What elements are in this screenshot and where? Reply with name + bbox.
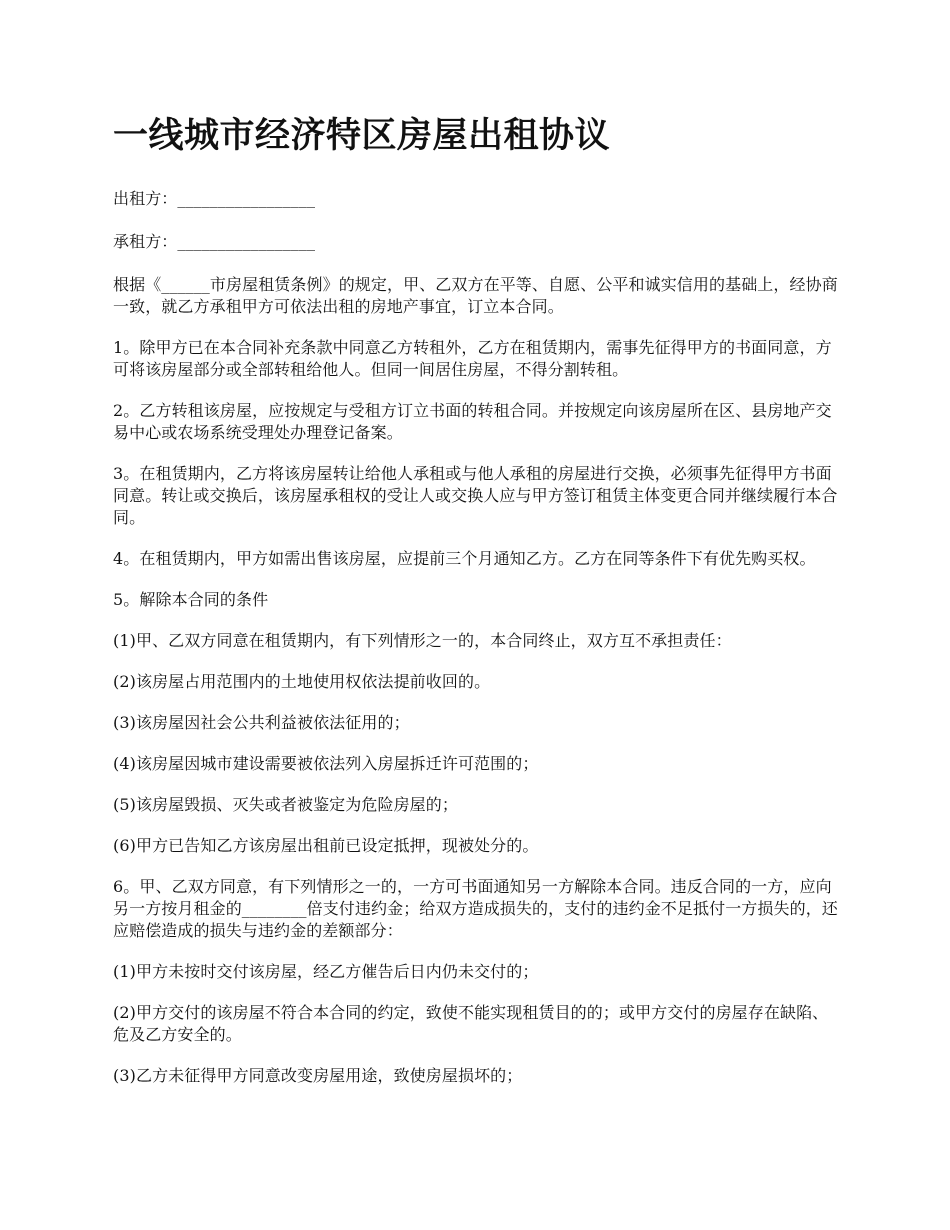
preamble-paragraph: 根据《______市房屋租赁条例》的规定，甲、乙双方在平等、自愿、公平和诚实信用的基础上，经协商一致，就乙方承租甲方可依法出租的房地产事宜，订立本合同。 xyxy=(113,275,838,316)
lessee-line: 承租方：_________________ xyxy=(113,232,316,251)
clause-5-item-2: (2)该房屋占用范围内的土地使用权依法提前收回的。 xyxy=(113,672,491,691)
clause-6-item-3: (3)乙方未征得甲方同意改变房屋用途，致使房屋损坏的； xyxy=(113,1066,523,1085)
clause-6-item-1: (1)甲方未按时交付该房屋，经乙方催告后日内仍未交付的； xyxy=(113,962,539,981)
clause-5-item-6: (6)甲方已告知乙方该房屋出租前已设定抵押，现被处分的。 xyxy=(113,836,539,855)
clause-6-termination: 6。甲、乙双方同意，有下列情形之一的，一方可书面通知另一方解除本合同。违反合同的一方，应向另一方按月租金的________倍支付违约金；给双方造成损失的，支付的违约金不足抵付一方损失的，还应赔偿造成的损失与违约金的差额部分： xyxy=(113,877,838,940)
lessor-line: 出租方：_________________ xyxy=(113,189,316,208)
clause-3-transfer: 3。在租赁期内，乙方将该房屋转让给他人承租或与他人承租的房屋进行交换，必须事先征得甲方书面同意。转让或交换后，该房屋承租权的受让人或交换人应与甲方签订租赁主体变更合同并继续履行本合同。 xyxy=(113,464,838,527)
clause-1-sublease: 1。除甲方已在本合同补充条款中同意乙方转租外，乙方在租赁期内，需事先征得甲方的书面同意，方可将该房屋部分或全部转租给他人。但同一间居住房屋，不得分割转租。 xyxy=(113,338,832,379)
clause-6-item-2: (2)甲方交付的该房屋不符合本合同的约定，致使不能实现租赁目的的；或甲方交付的房屋存在缺陷、危及乙方安全的。 xyxy=(113,1003,829,1044)
clause-5-item-4: (4)该房屋因城市建设需要被依法列入房屋拆迁许可范围的； xyxy=(113,754,539,773)
document-body xyxy=(113,112,840,1106)
clause-5-heading: 5。解除本合同的条件 xyxy=(113,590,269,609)
clause-5-item-1: (1)甲、乙双方同意在租赁期内，有下列情形之一的，本合同终止，双方互不承担责任： xyxy=(113,631,732,650)
clause-5-item-5: (5)该房屋毁损、灭失或者被鉴定为危险房屋的； xyxy=(113,795,458,814)
clause-5-item-3: (3)该房屋因社会公共利益被依法征用的； xyxy=(113,713,410,732)
clause-2-sublease-contract: 2。乙方转租该房屋，应按规定与受租方订立书面的转租合同。并按规定向该房屋所在区、县房地产交易中心或农场系统受理处办理登记备案。 xyxy=(113,401,832,442)
clause-4-sale-priority: 4。在租赁期内，甲方如需出售该房屋，应提前三个月通知乙方。乙方在同等条件下有优先购买权。 xyxy=(113,549,816,568)
document-title: 一线城市经济特区房屋出租协议 xyxy=(113,115,611,156)
